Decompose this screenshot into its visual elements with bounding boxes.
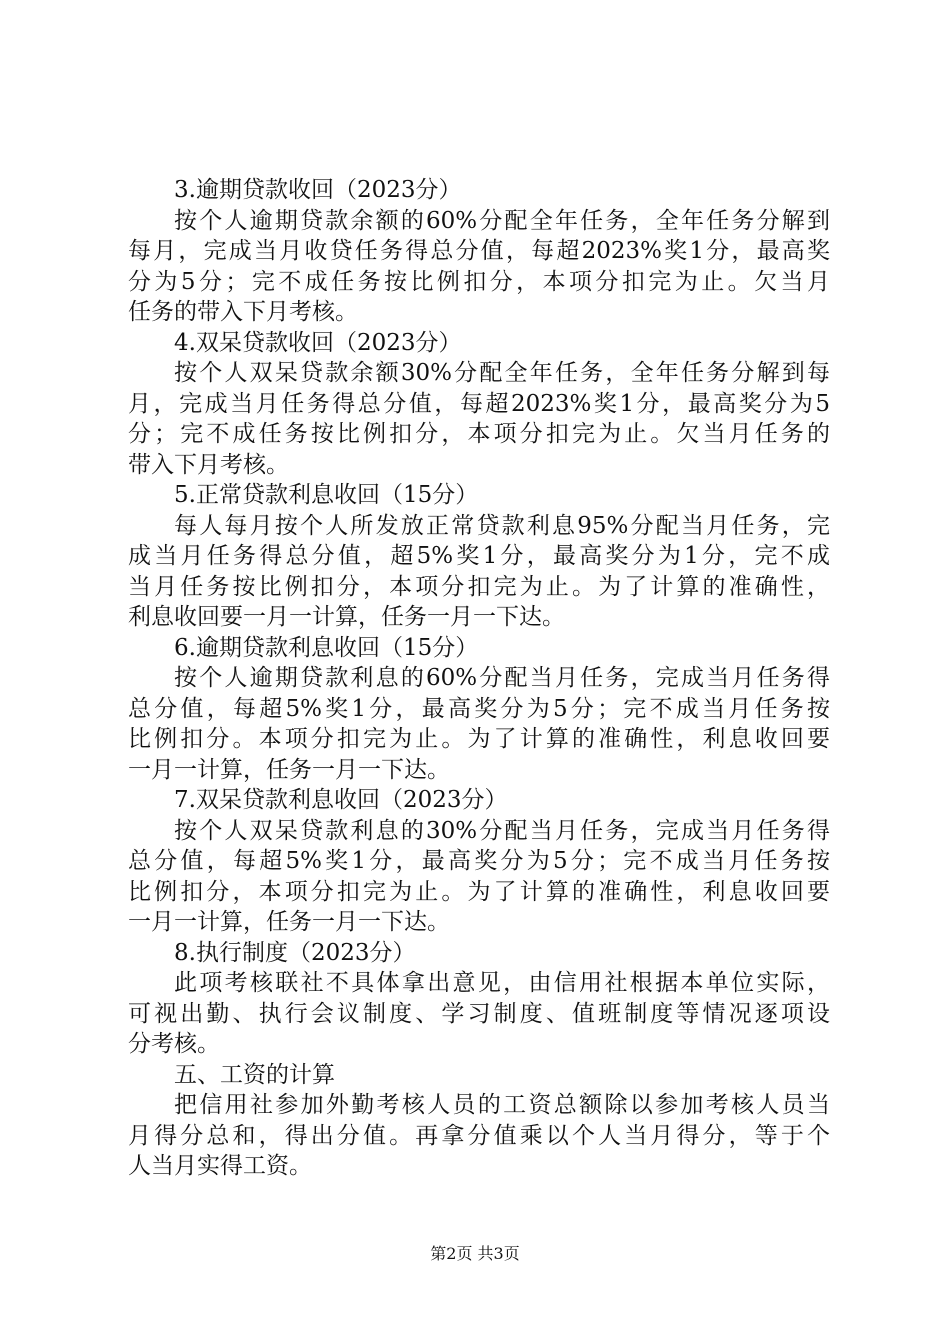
paragraph-line: 利息收回要一月一计算，任务一月一下达。 [128, 604, 565, 630]
paragraph-line: 带入下月考核。 [128, 451, 289, 478]
paragraph-line: 按个人逾期贷款余额的60%分配全年任务，全年任务分解到 [174, 207, 830, 234]
paragraph-line: 把信用社参加外勤考核人员的工资总额除以参加考核人员当 [174, 1092, 830, 1118]
paragraph-line: 分；完不成任务按比例扣分，本项分扣完为止。欠当月任务的 [128, 421, 830, 447]
paragraph-line: 月，完成当月任务得总分值，每超2023%奖1分，最高奖分为5 [128, 390, 830, 417]
paragraph-line: 按个人双呆贷款余额30%分配全年任务，全年任务分解到每 [174, 360, 830, 386]
paragraph-line: 比例扣分，本项分扣完为止。为了计算的准确性，利息收回要 [128, 878, 830, 905]
paragraph-line: 总分值，每超5%奖1分，最高奖分为5分；完不成当月任务按 [128, 848, 830, 874]
paragraph-line: 分考核。 [128, 1031, 220, 1057]
paragraph-line: 一月一计算，任务一月一下达。 [128, 909, 450, 935]
paragraph-line: 人当月实得工资。 [128, 1153, 312, 1179]
paragraph-line: 此项考核联社不具体拿出意见，由信用社根据本单位实际， [174, 970, 830, 996]
paragraph-line: 每月，完成当月收贷任务得总分值，每超2023%奖1分，最高奖 [128, 238, 830, 264]
paragraph-line: 每人每月按个人所发放正常贷款利息95%分配当月任务，完 [174, 512, 830, 539]
paragraph-line: 成当月任务得总分值，超5%奖1分，最高奖分为1分，完不成 [128, 543, 830, 569]
document-body [128, 175, 830, 1182]
paragraph-line: 分为5分；完不成任务按比例扣分，本项分扣完为止。欠当月 [128, 268, 830, 295]
section-heading: 8.执行制度（2023分） [174, 939, 416, 966]
section-heading: 5.正常贷款利息收回（15分） [174, 482, 479, 508]
paragraph-line: 可视出勤、执行会议制度、学习制度、值班制度等情况逐项设 [128, 1000, 830, 1027]
section-heading: 五、工资的计算 [174, 1061, 335, 1088]
page-footer: 第2页 共3页 [430, 1244, 520, 1263]
paragraph-line: 当月任务按比例扣分，本项分扣完为止。为了计算的准确性， [128, 573, 830, 600]
paragraph-line: 月得分总和，得出分值。再拿分值乘以个人当月得分，等于个 [128, 1122, 830, 1149]
section-heading: 6.逾期贷款利息收回（15分） [174, 634, 479, 661]
paragraph-line: 按个人双呆贷款利息的30%分配当月任务，完成当月任务得 [174, 817, 830, 844]
paragraph-line: 按个人逾期贷款利息的60%分配当月任务，完成当月任务得 [174, 665, 830, 691]
section-heading: 4.双呆贷款收回（2023分） [174, 329, 462, 356]
section-heading: 7.双呆贷款利息收回（2023分） [174, 787, 508, 813]
paragraph-line: 总分值，每超5%奖1分，最高奖分为5分；完不成当月任务按 [128, 695, 830, 722]
paragraph-line: 比例扣分。本项分扣完为止。为了计算的准确性，利息收回要 [128, 726, 830, 752]
paragraph-line: 任务的带入下月考核。 [128, 299, 358, 325]
paragraph-line: 一月一计算，任务一月一下达。 [128, 756, 450, 783]
section-heading: 3.逾期贷款收回（2023分） [174, 177, 462, 203]
